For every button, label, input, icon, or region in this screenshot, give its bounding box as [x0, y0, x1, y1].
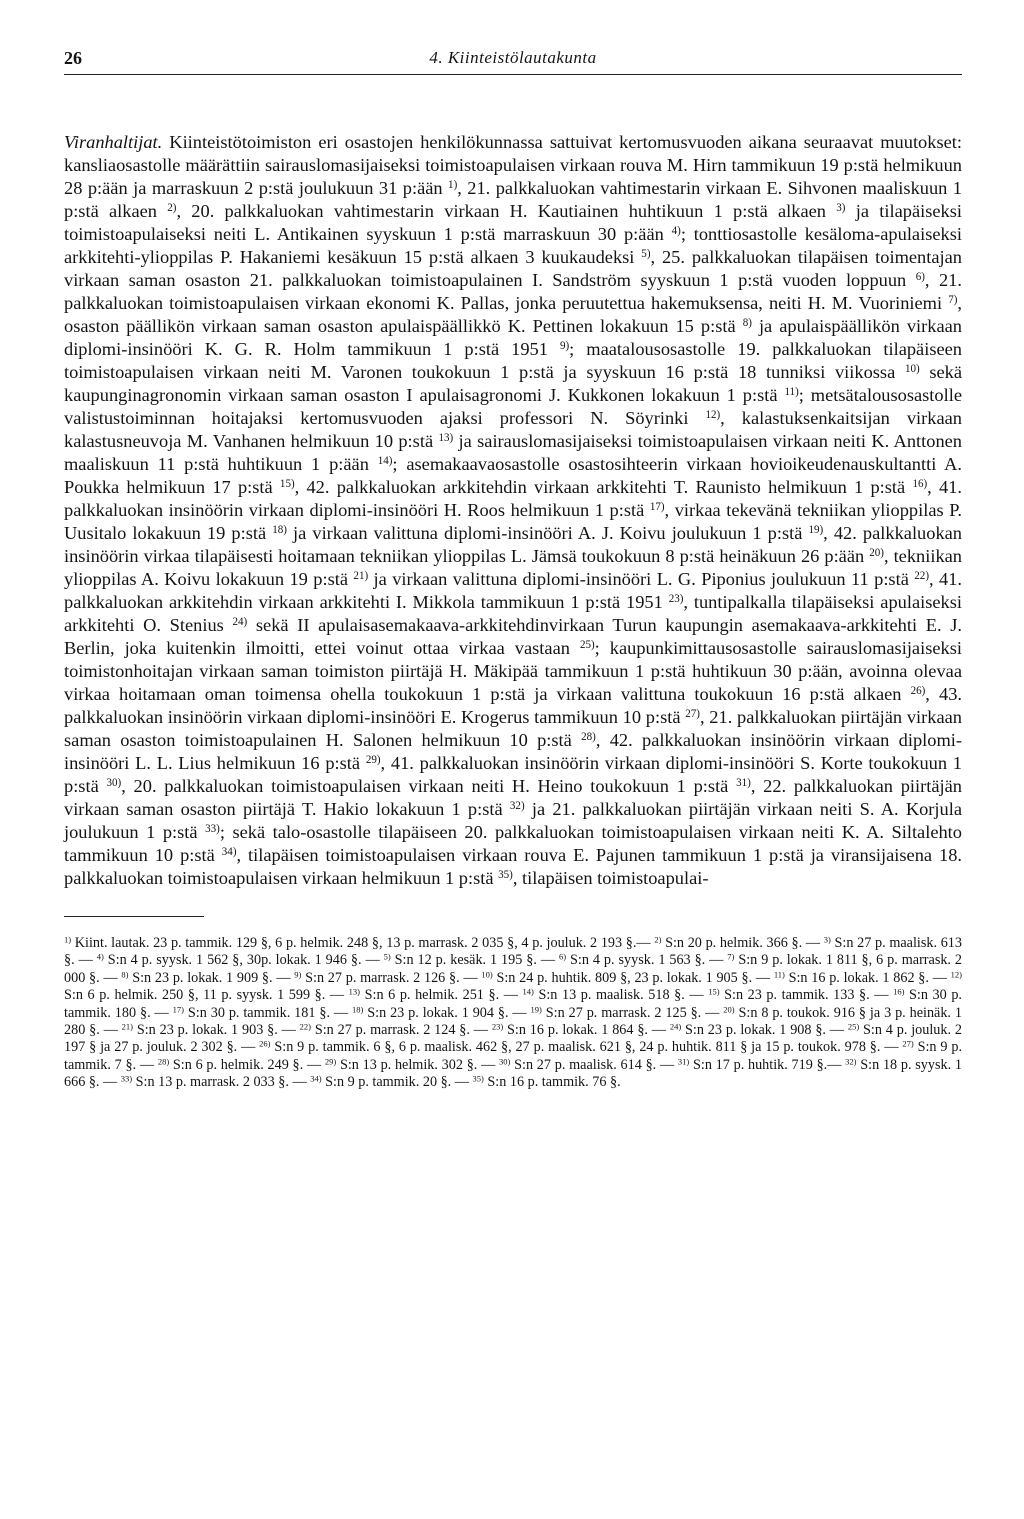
body-text-run: , tuntipalkalla tilapäiseksi apulaiseksi arkkitehti O. Stenius — [64, 592, 962, 635]
footnote — [325, 1057, 499, 1073]
body-text-run: , kalastuksenkaitsijan virkaan kalastusneuvoja M. Vanhanen helmikuun 10 p:stä — [64, 408, 963, 451]
footnote-marker: 21) — [121, 1021, 133, 1032]
footnote — [121, 970, 294, 986]
body-text-run: , 25. palkkaluokan tilapäisen toimentajan virkaan saman osaston 21. palkkaluokan toimistoapulainen I. Sandström syyskuun 1 p:stä vuoden loppuun — [64, 247, 962, 290]
footnote-ref: 12) — [705, 408, 721, 421]
footnote-text: S:n 27 p. marrask. 2 126 §. — — [301, 969, 482, 986]
footnote-marker: 17) — [172, 1003, 184, 1014]
footnote-text: S:n 23 p. lokak. 1 909 §. — — [128, 969, 295, 986]
footnote — [158, 1057, 325, 1073]
body-text-run: , 21. palkkaluokan vahtimestarin virkaan E. Sihvonen maaliskuun 1 p:stä alkaen — [64, 178, 962, 221]
body-text-run: , 20. palkkaluokan vahtimestarin virkaan H. Kautiainen huhtikuun 1 p:stä alkaen — [176, 201, 837, 221]
body-text-run: ; metsätalousosastolle valistustoiminnan hoitajaksi kertomusvuoden ajaksi professori N. Söyrinki — [64, 385, 962, 428]
footnote — [481, 970, 773, 986]
footnote-marker: 19) — [530, 1003, 542, 1014]
footnote-ref: 25) — [579, 638, 595, 651]
body-text-run: ja sairauslomasijaiseksi toimistoapulaisen virkaan neiti K. Anttonen maaliskuun 11 p:stä huhtikuun 1 p:ään — [64, 431, 963, 474]
footnote-marker: 18) — [352, 1003, 364, 1014]
body-text-run: , 42. palkkaluokan arkkitehdin virkaan arkkitehti T. Raunisto helmikuun 1 p:stä — [294, 477, 913, 497]
footnote-text: S:n 27 p. marrask. 2 125 §. — — [541, 1004, 724, 1021]
footnote-text: S:n 30 p. tammik. 180 §. — — [64, 987, 962, 1021]
footnote-marker: 32) — [845, 1056, 857, 1067]
footnote-marker: 16) — [893, 986, 905, 997]
footnote — [708, 987, 893, 1003]
body-text-run: ja virkaan valittuna diplomi-insinööri L. G. Piponius joulukuun 11 p:stä — [368, 569, 915, 589]
footnote-text: S:n 16 p. lokak. 1 864 §. — — [503, 1022, 670, 1039]
footnote-ref: 4) — [671, 224, 681, 237]
body-text-run: Kiinteistötoimiston eri osastojen henkilökunnassa sattuivat kertomusvuoden aikana seuraavat muutokset: kansliaosastolle määrättiin sairauslomasijaiseksi toimistoapulaisen virkaan rouva M. Hirn tammikuun 19 p:stä helmikuun 28 p:ään ja marraskuun 2 p:stä joulukuun 31 p:ään — [64, 132, 962, 198]
footnotes — [64, 935, 962, 1092]
footnote-ref: 15) — [279, 477, 295, 490]
footnote-ref: 3) — [836, 201, 846, 214]
body-text-run: ja 21. palkkaluokan piirtäjän virkaan neiti S. A. Korjula joulukuun 1 p:stä — [64, 799, 962, 842]
footnote-text: S:n 20 p. helmik. 366 §. — — [661, 935, 824, 951]
footnote-marker: 33) — [120, 1073, 133, 1084]
footnote-marker: 15) — [708, 986, 720, 997]
footnote-marker: 6) — [559, 951, 567, 962]
body-text-run: , tilapäisen toimistoapulai- — [512, 868, 709, 888]
footnote — [523, 987, 709, 1003]
footnote — [670, 1022, 848, 1038]
footnote-marker: 1) — [64, 934, 72, 945]
footnote — [654, 935, 823, 951]
footnote-ref: 27) — [685, 707, 700, 720]
body-text-run: ; kaupunkimittausosastolle sairauslomasijaiseksi toimistonhoitajan virkaan saman toimiston piirtäjä H. Mäkipää tammikuun 1 p:stä huhtikuun 30 p:ään, avoinna olevaa virkaa hoitamaan oman toimensa ohella toukokuun 1 p:stä ja virkaan valittuna toukokuun 16 p:stä alkaen — [64, 638, 962, 704]
body-text-run: ja virkaan valittuna diplomi-insinööri A. J. Koivu joulukuun 1 p:stä — [286, 523, 809, 543]
footnote-marker: 5) — [383, 951, 391, 962]
footnote-marker: 2) — [654, 934, 662, 945]
footnote-ref: 18) — [272, 523, 287, 536]
footnote — [473, 1074, 621, 1090]
body-text-run: , osaston päällikön virkaan saman osaston apulaispäällikkö K. Pettinen lokakuun 15 p:stä — [64, 293, 962, 336]
footnote-ref: 16) — [912, 477, 928, 490]
footnote-text: S:n 6 p. helmik. 249 §. — — [169, 1056, 325, 1073]
footnote — [559, 952, 727, 968]
footnote — [384, 952, 559, 968]
footnote-ref: 28) — [581, 730, 596, 743]
footnote-marker: 24) — [669, 1021, 682, 1032]
footnote-ref: 35) — [498, 868, 513, 881]
footnote — [294, 970, 481, 986]
page-number: 26 — [64, 48, 82, 68]
footnote-text: S:n 9 p. tammik. 7 §. — — [64, 1039, 962, 1073]
footnote-ref: 30) — [106, 776, 122, 789]
document-page — [64, 48, 962, 1106]
footnote-ref: 9) — [559, 339, 570, 352]
footnote-marker: 12) — [950, 969, 962, 980]
footnote-text: S:n 24 p. huhtik. 809 §, 23 p. lokak. 1 905 §. — — [492, 969, 774, 986]
footnote-marker: 25) — [847, 1021, 860, 1032]
footnote — [492, 1022, 670, 1038]
footnote-text: S:n 6 p. helmik. 250 §, 11 p. syysk. 1 599 §. — — [64, 987, 349, 1004]
footnote-text: S:n 13 p. helmik. 302 §. — — [336, 1056, 500, 1073]
footnote — [774, 970, 951, 986]
footnote-marker: 34) — [310, 1073, 322, 1084]
footnote-text: S:n 23 p. lokak. 1 903 §. — — [133, 1022, 300, 1039]
body-text-run: , tekniikan ylioppilas A. Koivu lokakuun 19 p:stä — [64, 546, 963, 589]
footnote-text: S:n 27 p. maalisk. 613 §. — — [64, 935, 962, 969]
footnote-ref: 32) — [509, 799, 525, 812]
footnote-ref: 23) — [668, 592, 684, 605]
body-text-run: ; sekä talo-osastolle tilapäiseen 20. palkkaluokan toimistoapulaisen virkaan neiti K. A. Siltalehto tammikuun 10 p:stä — [64, 822, 962, 865]
body-text-run: , 42. palkkaluokan insinöörin virkaa tilapäisesti hoitamaan tekniikan ylioppilas L. Jämsä toukokuun 8 p:stä heinäkuun 26 p:ään — [64, 523, 962, 566]
footnote-marker: 26) — [259, 1038, 271, 1049]
footnote-marker: 13) — [348, 986, 361, 997]
footnote-ref: 26) — [910, 684, 926, 697]
footnote-ref: 21) — [353, 569, 369, 582]
footnote-text: S:n 9 p. tammik. 6 §, 6 p. maalisk. 462 §, 27 p. maalisk. 621 §, 24 p. huhtik. 811 § ja 15 p. toukok. 978 §. — — [270, 1039, 903, 1056]
footnote-text: S:n 18 p. syysk. 1 666 §. — — [64, 1056, 962, 1091]
footnote-text: S:n 12 p. kesäk. 1 195 §. — — [390, 952, 559, 969]
footnote-text: S:n 16 p. lokak. 1 862 §. — — [784, 969, 951, 986]
footnote-ref: 34) — [221, 845, 237, 858]
body-text-run: , 43. palkkaluokan insinöörin virkaan diplomi-insinööri E. Krogerus tammikuun 10 p:stä — [64, 684, 962, 727]
footnote — [310, 1074, 472, 1090]
body-text-run: ; maatalousosastolle 19. palkkaluokan tilapäiseen toimistoapulaisen virkaan neiti M. Varonen toukokuun 1 p:stä ja syyskuun 16 p:stä 18 tunniksi viikossa — [64, 339, 962, 382]
footnote-ref: 13) — [438, 431, 454, 444]
footnote — [678, 1057, 845, 1073]
footnote-marker: 20) — [723, 1003, 735, 1014]
footnote-text: S:n 6 p. helmik. 251 §. — — [360, 987, 523, 1004]
footnote-ref: 31) — [736, 776, 751, 789]
footnote-ref: 2) — [167, 201, 177, 214]
footnote-ref: 5) — [641, 247, 651, 260]
footnote-marker: 7) — [727, 951, 735, 962]
body-text-run: , 42. palkkaluokan insinöörin virkaan diplomi-insinööri L. L. Lius helmikuun 16 p:stä — [64, 730, 962, 773]
footnote — [300, 1022, 492, 1038]
body-paragraph — [64, 131, 962, 890]
footnote-text: S:n 23 p. tammik. 133 §. — — [719, 987, 894, 1004]
body-text-run: ja apulaispäällikön virkaan diplomi-insinööri K. G. R. Holm tammikuun 1 p:stä 1951 — [64, 316, 962, 359]
footnote-text: S:n 27 p. marrask. 2 124 §. — — [311, 1022, 492, 1039]
footnote — [97, 952, 384, 968]
footnote-marker: 31) — [677, 1056, 690, 1067]
footnote-ref: 7) — [948, 293, 958, 306]
footnote-ref: 8) — [742, 316, 752, 329]
footnote-text: S:n 13 p. maalisk. 518 §. — — [533, 987, 709, 1004]
footnote-text: S:n 27 p. maalisk. 614 §. — — [510, 1056, 678, 1073]
footnote-marker: 22) — [299, 1021, 311, 1032]
footnote-marker: 29) — [324, 1056, 337, 1067]
footnote-marker: 4) — [96, 951, 104, 962]
footnote-text: S:n 23 p. lokak. 1 904 §. — — [363, 1004, 531, 1021]
section-lead: Viranhaltijat. — [64, 132, 163, 152]
footnote-ref: 20) — [869, 546, 884, 559]
footnote-ref: 29) — [365, 753, 381, 766]
footnote-marker: 28) — [157, 1056, 170, 1067]
footnote-marker: 9) — [294, 969, 302, 980]
body-text-run: , 21. palkkaluokan toimistoapulaisen virkaan ekonomi K. Pallas, jonka peruutettua hakemuksensa, neiti H. M. Vuoriniemi — [64, 270, 962, 313]
footnote — [173, 1005, 352, 1021]
body-text-run: , 22. palkkaluokan piirtäjän virkaan saman osaston piirtäjä T. Hakio lokakuun 1 p:stä — [64, 776, 962, 819]
footnote-text: Kiint. lautak. 23 p. tammik. 129 §, 6 p. helmik. 248 §, 13 p. marrask. 2 035 §, 4 p. jouluk. 2 193 §.— — [71, 935, 655, 951]
footnote — [64, 935, 654, 951]
footnote — [352, 1005, 531, 1021]
body-text-run: , 41. palkkaluokan insinöörin virkaan diplomi-insinööri H. Roos helmikuun 1 p:stä — [64, 477, 962, 520]
footnote-text: S:n 4 p. syysk. 1 562 §, 30p. lokak. 1 946 §. — — [103, 952, 384, 969]
footnote-text: S:n 4 p. syysk. 1 563 §. — — [566, 952, 728, 969]
body-text-run: , virkaa tekevänä tekniikan ylioppilas P. Uusitalo lokakuun 19 p:stä — [64, 500, 962, 543]
footnote-ref: 33) — [205, 822, 220, 835]
footnote-text: S:n 9 p. lokak. 1 811 §, 6 p. marrask. 2 000 §. — — [64, 952, 963, 986]
footnote-ref: 14) — [377, 454, 393, 467]
footnote-marker: 27) — [902, 1038, 914, 1049]
body-text-run: , 20. palkkaluokan toimistoapulaisen virkaan neiti H. Heino toukokuun 1 p:stä — [121, 776, 737, 796]
footnote-text: S:n 30 p. tammik. 181 §. — — [183, 1004, 352, 1021]
body-text-run: sekä II apulaisasemakaava-arkkitehdinvirkaan Turun kaupungin asemakaava-arkkitehti E. J. Berlin, joka kuitenkin ilmoitti, ettei voinut ottaa virkaa vastaan — [64, 615, 962, 658]
body-text-run: , 21. palkkaluokan piirtäjän virkaan saman osaston toimistoapulainen H. Salonen helmikuun 10 p:stä — [64, 707, 962, 750]
footnote — [531, 1005, 724, 1021]
footnote-marker: 3) — [823, 934, 831, 945]
footnote-marker: 8) — [121, 969, 129, 980]
footnote-marker: 11) — [773, 969, 785, 980]
footnote-ref: 17) — [649, 500, 665, 513]
footnote-text: S:n 16 p. tammik. 76 §. — [483, 1074, 621, 1091]
footnote-text: S:n 4 p. jouluk. 2 197 § ja 27 p. jouluk. 2 302 §. — — [64, 1022, 962, 1056]
footnote-text: S:n 8 p. toukok. 916 § ja 3 p. heinäk. 1 280 §. — — [64, 1004, 962, 1039]
footnote-marker: 35) — [472, 1073, 484, 1084]
running-header — [64, 48, 962, 75]
footnote-marker: 10) — [481, 969, 493, 980]
body-text-run: ja tilapäiseksi toimistoapulaiseksi neiti L. Antikainen syyskuun 1 p:stä marraskuun 30 p:ään — [64, 201, 962, 244]
body-text-run: , tilapäisen toimistoapulaisen virkaan rouva E. Pajunen tammikuun 1 p:stä ja viransijaisena 18. palkkaluokan toimistoapulaisen virkaan helmikuun 1 p:stä — [64, 845, 962, 888]
footnote-marker: 23) — [491, 1021, 504, 1032]
footnote-ref: 19) — [808, 523, 824, 536]
body-text-run: , 41. palkkaluokan arkkitehdin virkaan arkkitehti I. Mikkola tammikuun 1 p:stä 1951 — [64, 569, 962, 612]
footnote — [259, 1039, 902, 1055]
footnote — [349, 987, 523, 1003]
footnote-separator — [64, 916, 204, 917]
footnote-ref: 22) — [914, 569, 929, 582]
footnote-ref: 24) — [232, 615, 248, 628]
footnote-ref: 10) — [904, 362, 920, 375]
footnote-ref: 1) — [448, 178, 458, 191]
footnote-text: S:n 9 p. tammik. 20 §. — — [321, 1074, 473, 1091]
footnote-marker: 30) — [499, 1056, 511, 1067]
running-title: 4. Kiinteistölautakunta — [429, 48, 597, 67]
footnote-ref: 6) — [915, 270, 925, 283]
body-text-run: ; tonttiosastolle kesäloma-apulaiseksi arkkitehti-ylioppilas P. Hakaniemi kesäkuun 15 p:stä alkaen 3 kuukaudeksi — [64, 224, 962, 267]
footnote-text: S:n 17 p. huhtik. 719 §.— — [689, 1056, 846, 1073]
body-text-run: ; asemakaavaosastolle osastosihteerin virkaan hovioikeudenauskultantti A. Poukka helmikuun 17 p:stä — [64, 454, 963, 497]
body-text-run: sekä kaupunginagronomin virkaan saman osaston I apulaisagronomi J. Kukkonen lokakuun 1 p:stä — [64, 362, 963, 405]
footnote — [122, 1022, 300, 1038]
footnote-ref: 11) — [784, 385, 799, 398]
body-text-run: , 41. palkkaluokan insinöörin virkaan diplomi-insinööri S. Korte toukokuun 1 p:stä — [64, 753, 962, 796]
footnote — [499, 1057, 678, 1073]
footnote — [121, 1074, 310, 1090]
footnote-text: S:n 13 p. marrask. 2 033 §. — — [132, 1074, 311, 1091]
footnote-marker: 14) — [522, 986, 534, 997]
footnote-text: S:n 23 p. lokak. 1 908 §. — — [681, 1022, 848, 1039]
